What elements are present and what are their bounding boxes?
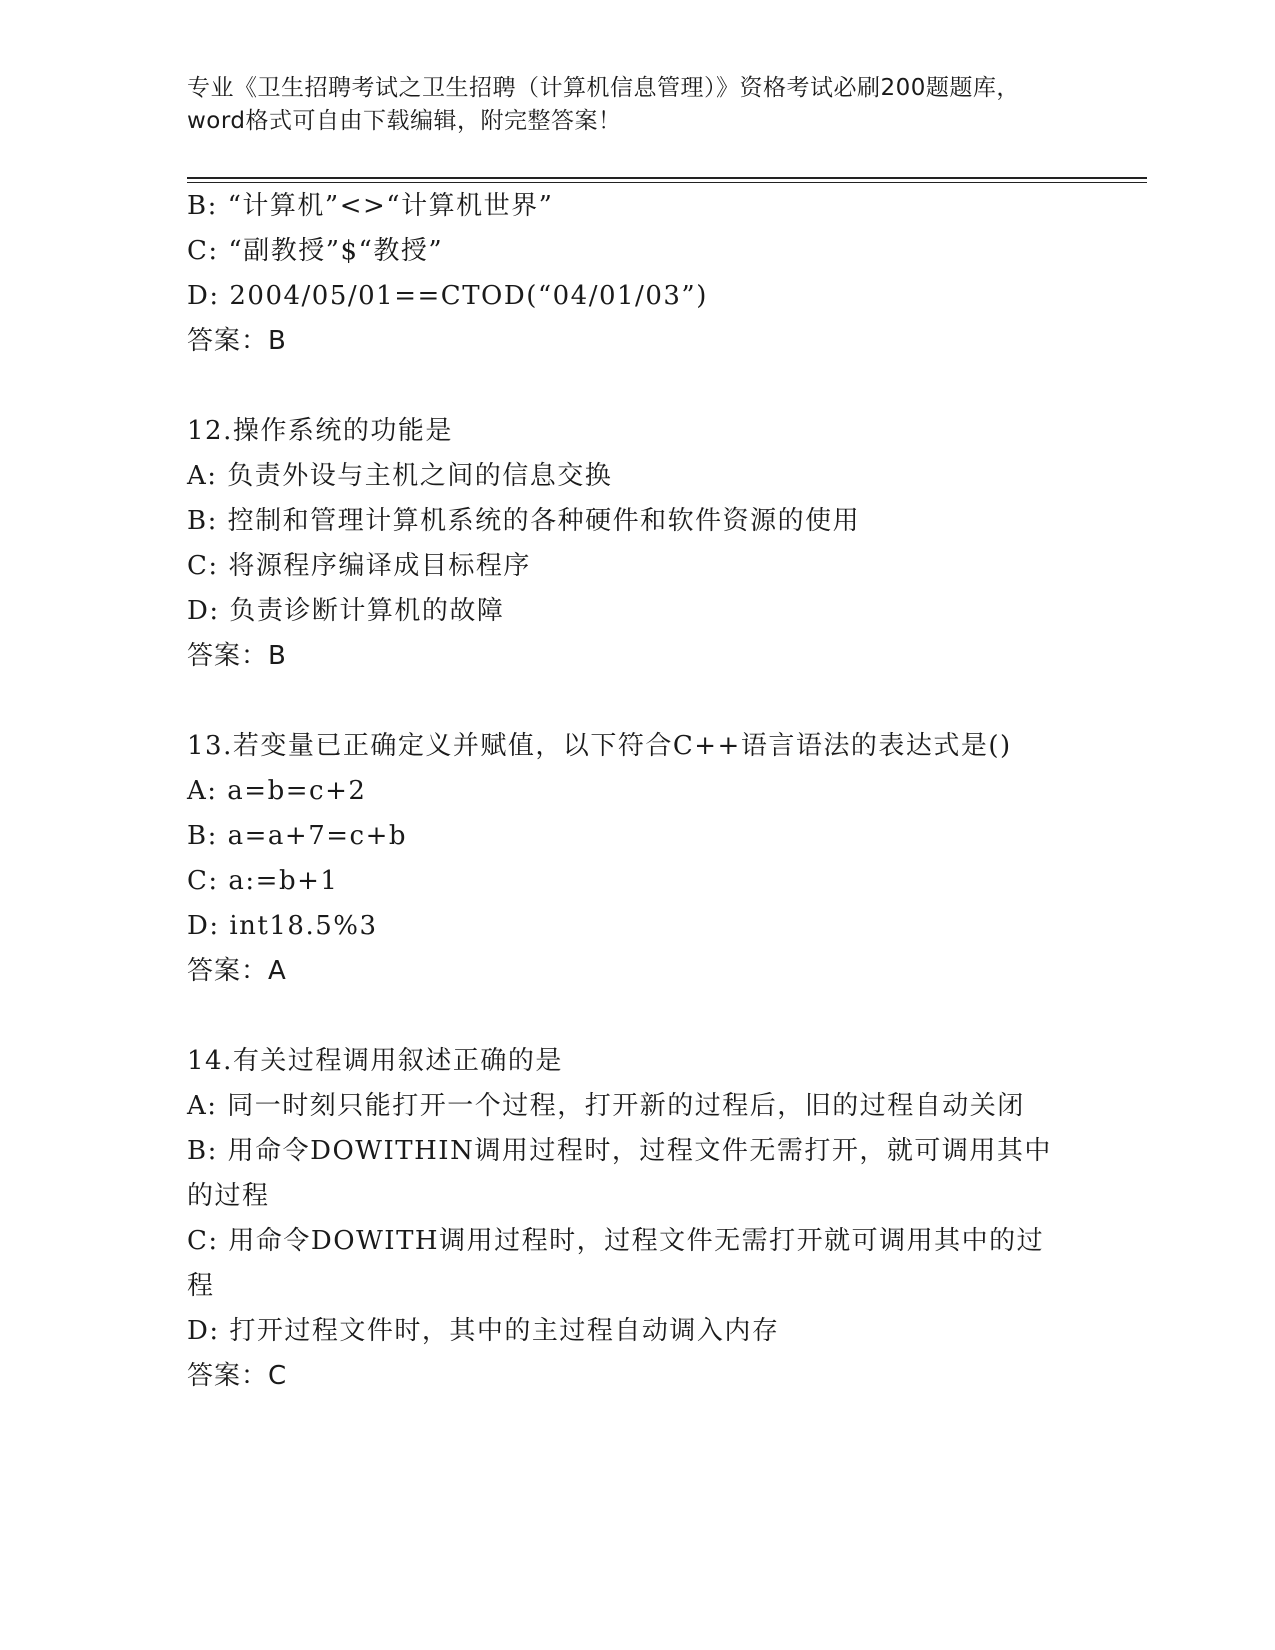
q13-option-c: C: a:=b+1	[187, 866, 339, 896]
q13-answer: 答案：A	[187, 956, 287, 986]
q11-option-d: D: 2004/05/01==CTOD(“04/01/03”)	[187, 281, 708, 311]
document-header	[187, 72, 1067, 138]
q12-option-a: A: 负责外设与主机之间的信息交换	[187, 461, 613, 491]
header-line-2: word格式可自由下载编辑，附完整答案！	[187, 108, 622, 134]
header-line-1: 专业《卫生招聘考试之卫生招聘（计算机信息管理）》资格考试必刷200题题库，	[187, 75, 1020, 101]
q13-question: 13.若变量已正确定义并赋值，以下符合C++语言语法的表达式是()	[187, 731, 1012, 761]
q12-question: 12.操作系统的功能是	[187, 416, 453, 446]
q13-option-b: B: a=a+7=c+b	[187, 821, 408, 851]
q14-option-a: A: 同一时刻只能打开一个过程，打开新的过程后，旧的过程自动关闭	[187, 1091, 1025, 1121]
q12-option-b: B: 控制和管理计算机系统的各种硬件和软件资源的使用	[187, 506, 861, 536]
q11-answer: 答案：B	[187, 326, 287, 356]
q12-option-c: C: 将源程序编译成目标程序	[187, 551, 531, 581]
q12-answer: 答案：B	[187, 641, 287, 671]
q14-option-b-line-1: B: 用命令DOWITHIN调用过程时，过程文件无需打开，就可调用其中	[187, 1136, 1052, 1166]
q12-option-d: D: 负责诊断计算机的故障	[187, 596, 505, 626]
q11-option-b: B: “计算机”<>“计算机世界”	[187, 191, 554, 221]
q11-option-c: C: “副教授”$“教授”	[187, 236, 444, 266]
q14-question: 14.有关过程调用叙述正确的是	[187, 1046, 563, 1076]
q13-option-d: D: int18.5%3	[187, 911, 378, 941]
q14-option-c-line-2: 程	[187, 1271, 215, 1301]
q14-option-b-line-2: 的过程	[187, 1181, 270, 1211]
q14-option-c-line-1: C: 用命令DOWITH调用过程时，过程文件无需打开就可调用其中的过	[187, 1226, 1045, 1256]
header-divider-thin	[187, 182, 1147, 183]
header-divider-thick	[187, 177, 1147, 179]
q14-option-d: D: 打开过程文件时，其中的主过程自动调入内存	[187, 1316, 780, 1346]
q14-answer: 答案：C	[187, 1361, 288, 1391]
q13-option-a: A: a=b=c+2	[187, 776, 367, 806]
